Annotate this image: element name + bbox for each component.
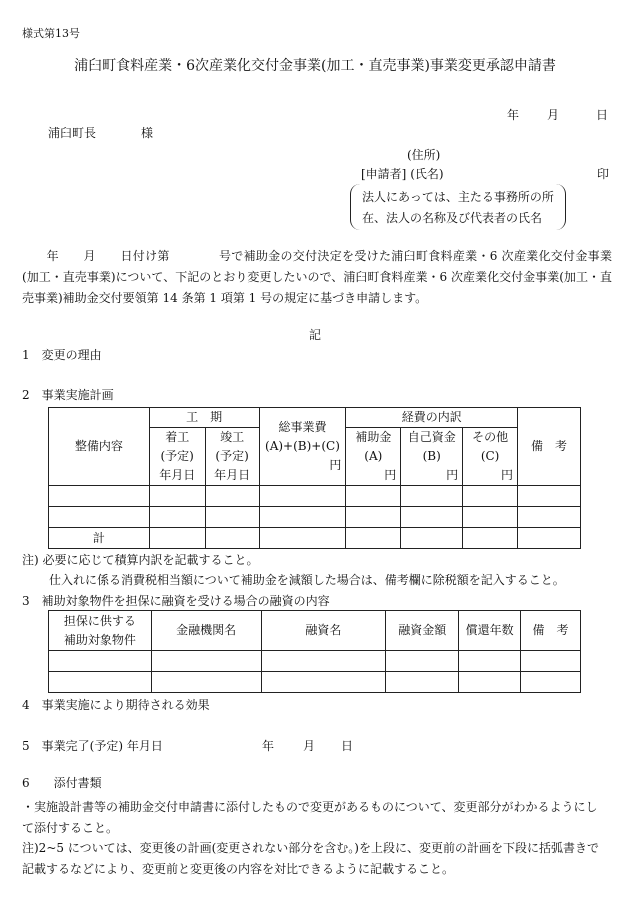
sojigyohi-l1: 総事業費 bbox=[278, 420, 327, 434]
section-4-heading: 4 事業実施により期待される効果 bbox=[22, 698, 210, 712]
table-cell[interactable] bbox=[151, 651, 261, 672]
col-kikan: 金融機関名 bbox=[151, 611, 261, 651]
table-cell[interactable] bbox=[149, 486, 205, 507]
date-month: 月 bbox=[547, 108, 560, 122]
seal-mark: 印 bbox=[597, 167, 610, 181]
applicant-address-label: (住所) bbox=[407, 148, 441, 162]
form-number: 様式第13号 bbox=[22, 27, 80, 40]
table-cell[interactable] bbox=[518, 486, 581, 507]
sonota-l1: その他 bbox=[472, 430, 509, 444]
sonota-l2: (C) bbox=[480, 449, 500, 463]
corp-note-line1: 法人にあっては、主たる事務所の所 bbox=[362, 190, 554, 204]
chakko-l3: 年月日 bbox=[159, 468, 196, 482]
shunko-l2: (予定) bbox=[215, 449, 249, 463]
sojigyohi-yen: 円 bbox=[329, 458, 342, 472]
col-hojokin bbox=[346, 428, 401, 486]
col-kingaku: 融資金額 bbox=[386, 611, 459, 651]
col-sonota bbox=[463, 428, 518, 486]
table-cell[interactable] bbox=[386, 672, 459, 693]
date-year: 年 bbox=[507, 108, 520, 122]
table-cell[interactable] bbox=[261, 651, 386, 672]
table-row bbox=[49, 672, 581, 693]
corp-note-line2: 在、法人の名称及び代表者の氏名 bbox=[362, 211, 543, 225]
table-cell[interactable] bbox=[463, 507, 518, 528]
addressee-name: 浦臼町長 bbox=[48, 126, 97, 140]
tanpo-l2: 補助対象物件 bbox=[63, 632, 136, 647]
table-cell[interactable] bbox=[401, 507, 463, 528]
table-cell[interactable] bbox=[401, 528, 463, 549]
table-cell[interactable] bbox=[205, 528, 259, 549]
table-cell[interactable] bbox=[521, 651, 581, 672]
col-biko: 備 考 bbox=[518, 408, 581, 486]
col-tanpo bbox=[49, 611, 152, 651]
completion-year: 年 bbox=[262, 739, 275, 753]
table-cell[interactable] bbox=[521, 672, 581, 693]
table-cell[interactable] bbox=[346, 528, 401, 549]
col-loan-biko: 備 考 bbox=[521, 611, 581, 651]
table-cell[interactable] bbox=[459, 651, 521, 672]
col-seibi: 整備内容 bbox=[49, 408, 150, 486]
ki-heading: 記 bbox=[308, 328, 321, 342]
body-paragraph: 年 月 日付け第 号で補助金の交付決定を受けた浦臼町食料産業・6 次産業化交付金事業(加工・直売事業)について、下記のとおり変更したいので、浦臼町食料産業・6 次産業化交付金事業(加工・直売事業)補助金交付要領第 14 条第 1 項第 1 号の規定に基づき申請します。 bbox=[22, 249, 612, 305]
table-cell[interactable] bbox=[205, 507, 259, 528]
shunko-l3: 年月日 bbox=[214, 468, 251, 482]
section-2-heading: 2 事業実施計画 bbox=[22, 388, 114, 402]
loan-table bbox=[48, 610, 581, 693]
table-cell[interactable] bbox=[149, 528, 205, 549]
date-day: 日 bbox=[596, 108, 609, 122]
col-jiko bbox=[401, 428, 463, 486]
table-cell[interactable] bbox=[49, 507, 150, 528]
section-3-heading: 3 補助対象物件を担保に融資を受ける場合の融資の内容 bbox=[22, 594, 330, 608]
table-cell[interactable] bbox=[463, 528, 518, 549]
table-cell[interactable] bbox=[261, 672, 386, 693]
attach-note-2: 注)2~5 については、変更後の計画(変更されない部分を含む。)を上段に、変更前の計画を下段に括弧書きで記載するなどにより、変更前と変更後の内容を対比できるように記載すること。 bbox=[22, 841, 599, 876]
table-cell[interactable] bbox=[518, 507, 581, 528]
table-cell[interactable] bbox=[149, 507, 205, 528]
applicant-role: [申請者] bbox=[361, 167, 407, 181]
total-row bbox=[49, 528, 581, 549]
note-2: 仕入れに係る消費税相当額について補助金を減額した場合は、備考欄に除税額を記入すること。 bbox=[49, 573, 565, 587]
section-1-heading: 1 変更の理由 bbox=[22, 348, 102, 362]
jiko-l1: 自己資金 bbox=[407, 430, 456, 444]
jiko-l2: (B) bbox=[422, 449, 441, 463]
table-row bbox=[49, 651, 581, 672]
table-cell[interactable] bbox=[346, 486, 401, 507]
col-shunko bbox=[205, 428, 259, 486]
section-5-heading: 5 事業完了(予定) 年月日 bbox=[22, 739, 163, 753]
table-cell[interactable] bbox=[518, 528, 581, 549]
chakko-l2: (予定) bbox=[160, 449, 194, 463]
hojokin-l1: 補助金 bbox=[355, 430, 392, 444]
table-cell[interactable] bbox=[463, 486, 518, 507]
sonota-yen: 円 bbox=[501, 468, 514, 482]
table-cell[interactable] bbox=[49, 651, 152, 672]
col-sojigyohi bbox=[259, 408, 346, 486]
section-6-heading: 6 添付書類 bbox=[22, 776, 102, 790]
table-cell[interactable] bbox=[151, 672, 261, 693]
shunko-l1: 竣工 bbox=[220, 430, 245, 444]
col-chakko bbox=[149, 428, 205, 486]
table-cell[interactable] bbox=[259, 528, 346, 549]
applicant-name-label: (氏名) bbox=[410, 167, 444, 181]
hojokin-yen: 円 bbox=[384, 468, 397, 482]
addressee-honorific: 様 bbox=[141, 126, 154, 140]
col-keihi: 経費の内訳 bbox=[346, 408, 518, 428]
table-cell[interactable] bbox=[49, 486, 150, 507]
attach-note-1: ・実施設計書等の補助金交付申請書に添付したもので変更があるものについて、変更部分がわかるようにして添付すること。 bbox=[22, 800, 598, 835]
tanpo-l1: 担保に供する bbox=[63, 613, 136, 628]
chakko-l1: 着工 bbox=[165, 430, 190, 444]
applicant-label bbox=[361, 167, 444, 182]
completion-month: 月 bbox=[303, 739, 316, 753]
table-cell[interactable] bbox=[401, 486, 463, 507]
completion-day: 日 bbox=[341, 739, 354, 753]
note-1: 注) 必要に応じて積算内訳を記載すること。 bbox=[22, 553, 259, 567]
table-cell[interactable] bbox=[386, 651, 459, 672]
table-cell[interactable] bbox=[259, 507, 346, 528]
table-cell[interactable] bbox=[346, 507, 401, 528]
table-cell[interactable] bbox=[459, 672, 521, 693]
sojigyohi-l2: (A)+(B)+(C) bbox=[265, 439, 340, 453]
table-cell[interactable] bbox=[49, 672, 152, 693]
plan-table bbox=[48, 407, 581, 549]
col-nensu: 償還年数 bbox=[459, 611, 521, 651]
col-yushi: 融資名 bbox=[261, 611, 386, 651]
table-cell[interactable] bbox=[259, 486, 346, 507]
hojokin-l2: (A) bbox=[364, 449, 383, 463]
table-row bbox=[49, 486, 581, 507]
table-row bbox=[49, 507, 581, 528]
jiko-yen: 円 bbox=[446, 468, 459, 482]
document-title: 浦臼町食料産業・6次産業化交付金事業(加工・直売事業)事業変更承認申請書 bbox=[74, 58, 556, 74]
col-koki: 工 期 bbox=[149, 408, 259, 428]
total-label: 計 bbox=[49, 528, 150, 549]
table-cell[interactable] bbox=[205, 486, 259, 507]
